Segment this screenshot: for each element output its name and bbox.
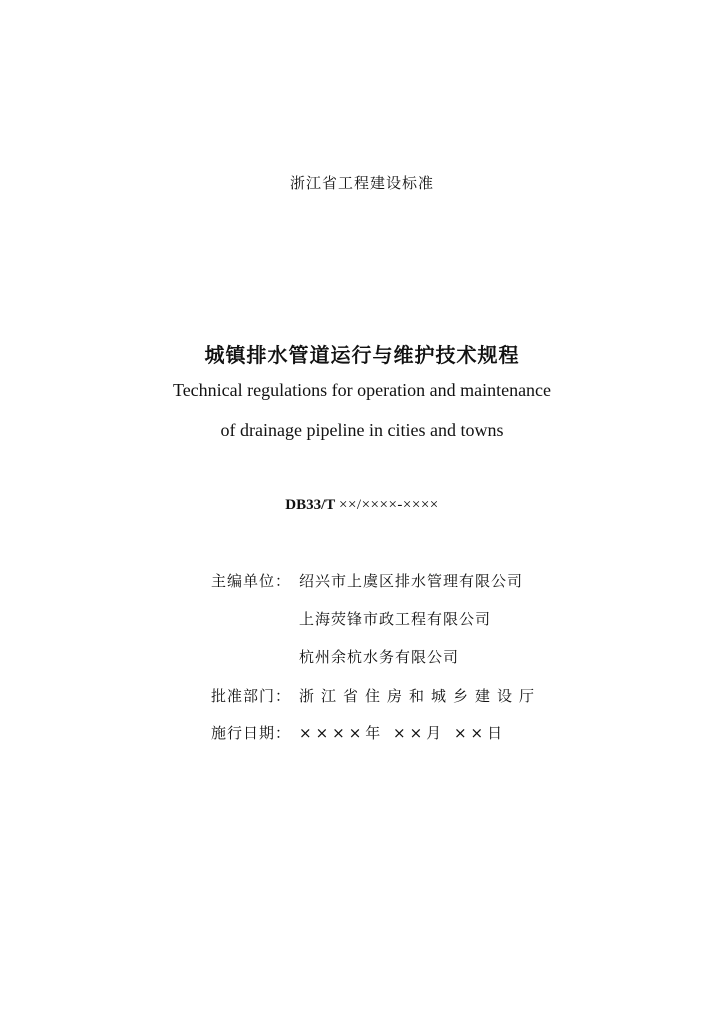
editor-unit-3: 杭州余杭水务有限公司 — [299, 648, 460, 666]
standard-code-prefix: DB33/T — [285, 497, 336, 513]
approval-label: 批准部门： — [211, 687, 292, 705]
editor-label: 主编单位： — [211, 572, 292, 590]
document-title-english-line2: of drainage pipeline in cities and towns — [220, 420, 504, 440]
standard-code-number: ××/××××-×××× — [339, 497, 439, 513]
standard-series-title: 浙江省工程建设标准 — [289, 174, 434, 192]
editor-unit-2: 上海荧锋市政工程有限公司 — [299, 610, 492, 628]
document-title-english-line1: Technical regulations for operation and maintenance — [172, 380, 552, 400]
standard-code — [0, 497, 724, 514]
approval-department: 浙江省住房和城乡建设厅 — [299, 687, 542, 705]
editor-unit-1: 绍兴市上虞区排水管理有限公司 — [299, 572, 524, 590]
approval-row — [211, 685, 542, 707]
effective-date-row — [211, 722, 507, 744]
effective-date-label: 施行日期： — [211, 724, 292, 742]
editor-row — [211, 570, 524, 592]
effective-date-value: ××××年 ××月 ××日 — [299, 724, 507, 742]
document-title-chinese: 城镇排水管道运行与维护技术规程 — [204, 343, 520, 367]
